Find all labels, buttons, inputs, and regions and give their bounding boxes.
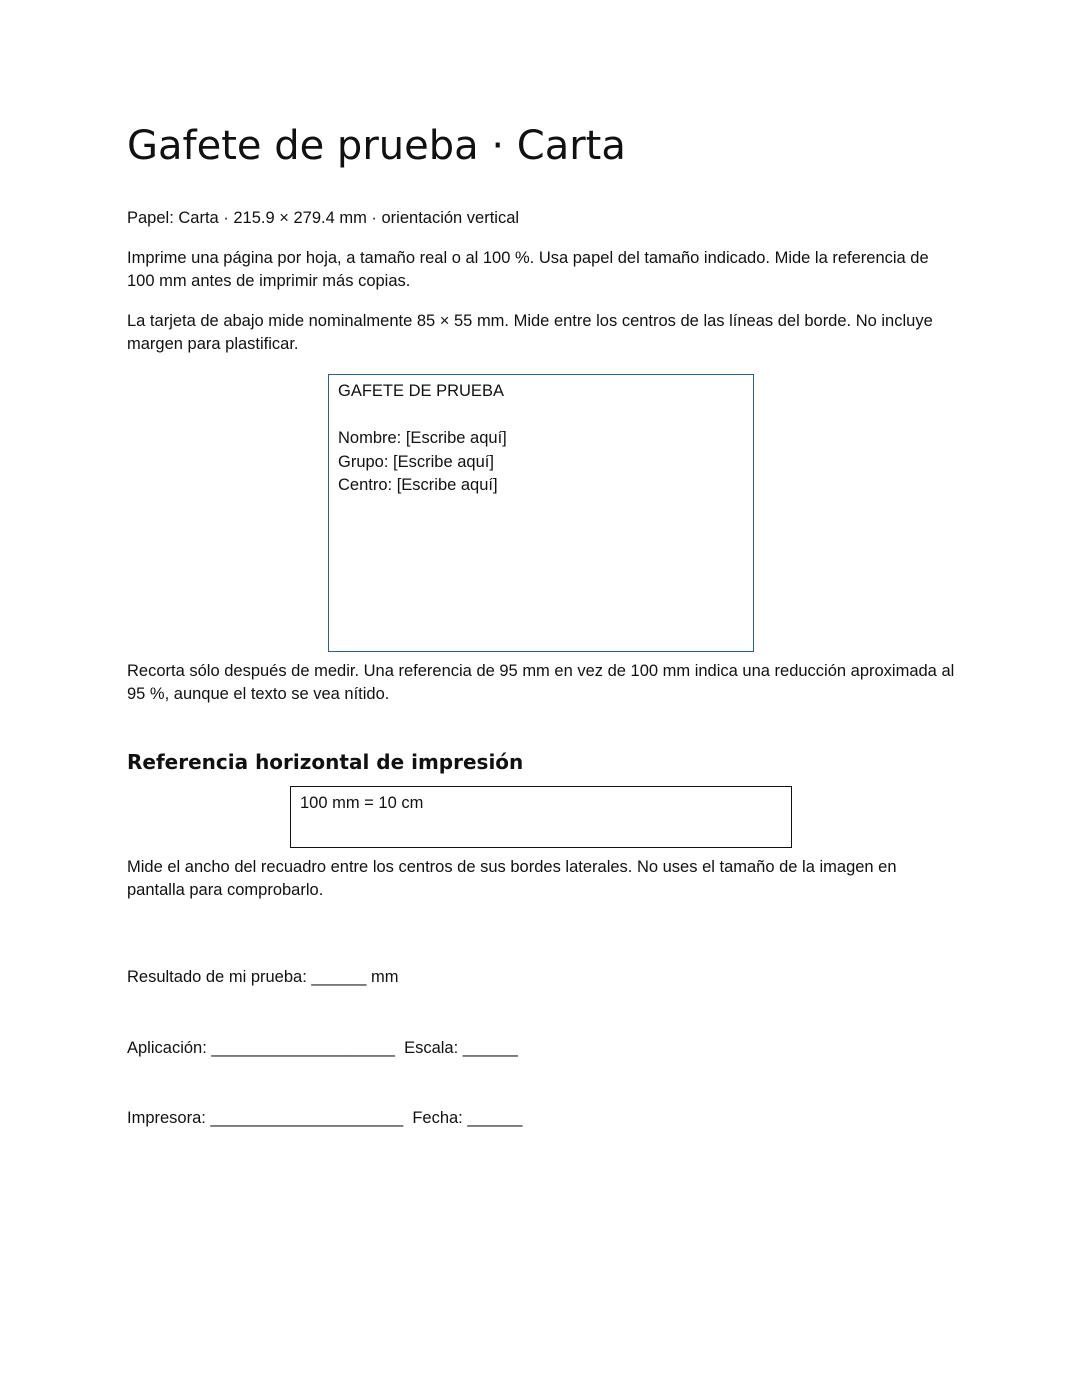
badge-group-field: Grupo: [Escribe aquí] (338, 452, 494, 471)
badge-spacer (338, 404, 744, 428)
printer-date-field-line: Impresora: _____________________ Fecha: ______ (127, 1109, 523, 1127)
badge-name-field: Nombre: [Escribe aquí] (338, 429, 507, 447)
card-size-paragraph: La tarjeta de abajo mide nominalmente 85 × 55 mm. Mide entre los centros de las líneas del borde. No incluye margen para plastificar. (127, 312, 933, 353)
test-result-form (127, 919, 522, 1178)
application-scale-field-line: Aplicación: ____________________ Escala: ______ (127, 1038, 518, 1057)
paper-spec-text: Papel: Carta · 215.9 × 279.4 mm · orientación vertical (127, 209, 520, 227)
reference-box-label: 100 mm = 10 cm (300, 794, 424, 812)
reference-measure-box (290, 786, 792, 848)
measure-instructions-paragraph: Mide el ancho del recuadro entre los centros de sus bordes laterales. No uses el tamaño de la imagen en pantalla para comprobarlo. (127, 858, 897, 899)
badge-center-field: Centro: [Escribe aquí] (338, 476, 498, 494)
test-badge-card (328, 374, 754, 652)
result-field-line: Resultado de mi prueba: ______ mm (127, 968, 399, 986)
cut-instructions-paragraph: Recorta sólo después de medir. Una referencia de 95 mm en vez de 100 mm indica una reducción aproximada al 95 %, aunque el texto se vea nítido. (127, 662, 955, 703)
section-heading: Referencia horizontal de impresión (127, 750, 524, 774)
badge-heading: GAFETE DE PRUEBA (338, 382, 504, 400)
page-title: Gafete de prueba · Carta (127, 123, 626, 169)
print-instructions-paragraph: Imprime una página por hoja, a tamaño real o al 100 %. Usa papel del tamaño indicado. Mide la referencia de 100 mm antes de imprimir más copias. (127, 249, 929, 290)
